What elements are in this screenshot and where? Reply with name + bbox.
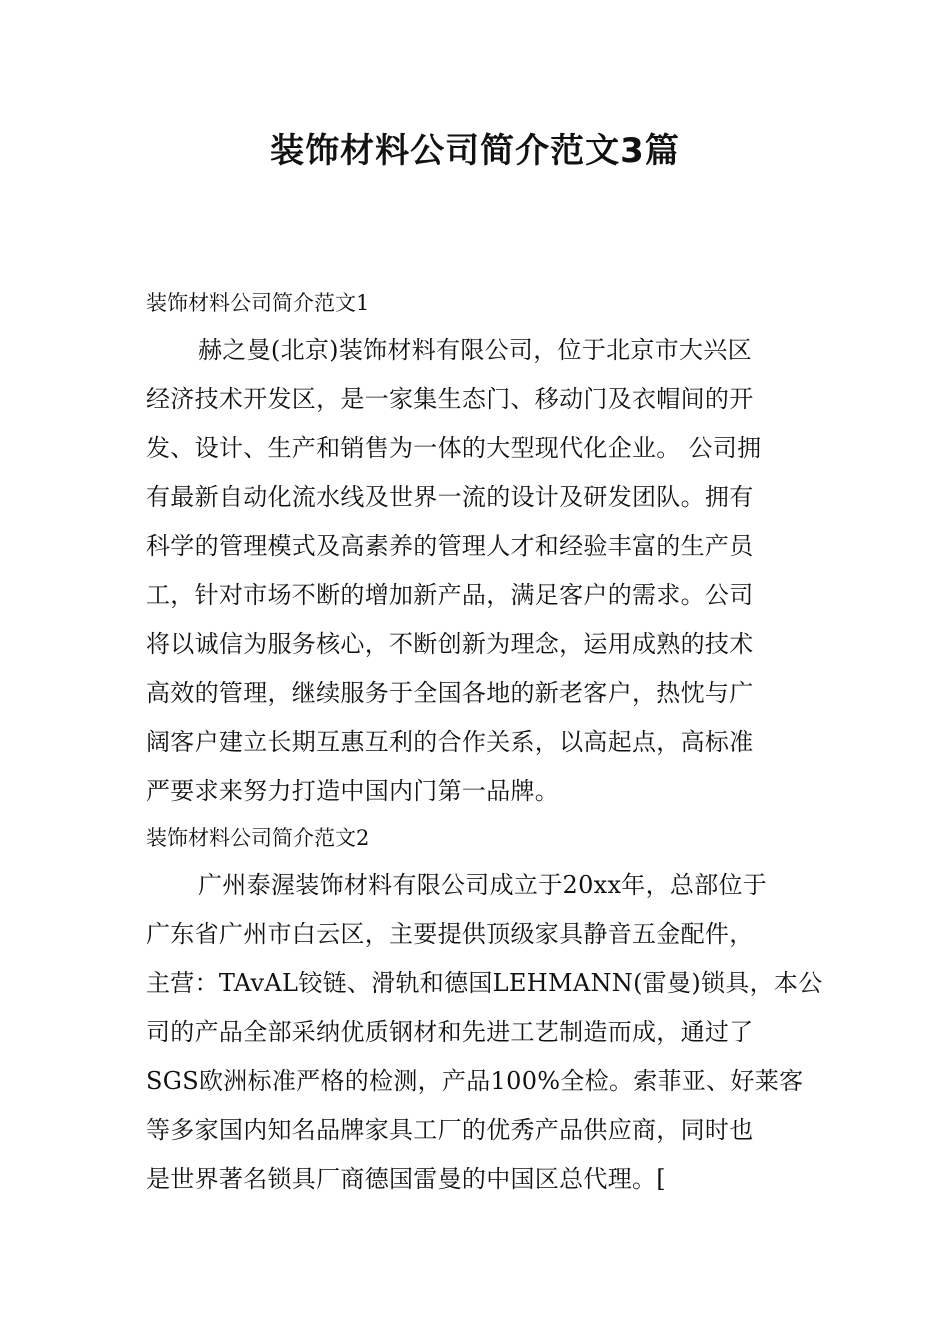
paragraph-line: 是世界著名锁具厂商德国雷曼的中国区总代理。[ bbox=[146, 1165, 666, 1193]
paragraph-line: 广州泰渥装饰材料有限公司成立于20xx年，总部位于 bbox=[198, 871, 768, 899]
paragraph-line: SGS欧洲标准严格的检测，产品100%全检。索菲亚、好莱客 bbox=[146, 1067, 804, 1095]
paragraph-line: 高效的管理，继续服务于全国各地的新老客户，热忱与广 bbox=[146, 679, 754, 707]
paragraph-line: 主营：TAvAL铰链、滑轨和德国LEHMANN(雷曼)锁具，本公 bbox=[146, 969, 823, 997]
document-body bbox=[146, 281, 823, 1204]
paragraph-line: 阔客户建立长期互惠互利的合作关系，以高起点，高标准 bbox=[146, 728, 754, 756]
paragraph-line: 司的产品全部采纳优质钢材和先进工艺制造而成，通过了 bbox=[146, 1018, 754, 1046]
document-title: 装饰材料公司简介范文3篇 bbox=[270, 131, 680, 171]
paragraph-line: 工，针对市场不断的增加新产品，满足客户的需求。公司 bbox=[146, 581, 754, 609]
section-heading-1: 装饰材料公司简介范文1 bbox=[146, 291, 370, 315]
paragraph-line: 发、设计、生产和销售为一体的大型现代化企业。 公司拥 bbox=[146, 434, 762, 462]
section-heading-2: 装饰材料公司简介范文2 bbox=[146, 826, 370, 850]
paragraph-line: 科学的管理模式及高素养的管理人才和经验丰富的生产员 bbox=[146, 532, 754, 560]
paragraph-line: 等多家国内知名品牌家具工厂的优秀产品供应商，同时也 bbox=[146, 1116, 754, 1144]
paragraph-line: 经济技术开发区，是一家集生态门、移动门及衣帽间的开 bbox=[146, 385, 754, 413]
section-paragraph-1 bbox=[146, 326, 810, 816]
paragraph-line: 将以诚信为服务核心，不断创新为理念，运用成熟的技术 bbox=[146, 630, 754, 658]
paragraph-line: 有最新自动化流水线及世界一流的设计及研发团队。拥有 bbox=[146, 483, 754, 511]
paragraph-line: 严要求来努力打造中国内门第一品牌。 bbox=[146, 777, 560, 805]
paragraph-line: 广东省广州市白云区，主要提供顶级家具静音五金配件， bbox=[146, 920, 754, 948]
section-paragraph-2 bbox=[146, 861, 823, 1204]
paragraph-line: 赫之曼(北京)装饰材料有限公司，位于北京市大兴区 bbox=[198, 336, 752, 364]
